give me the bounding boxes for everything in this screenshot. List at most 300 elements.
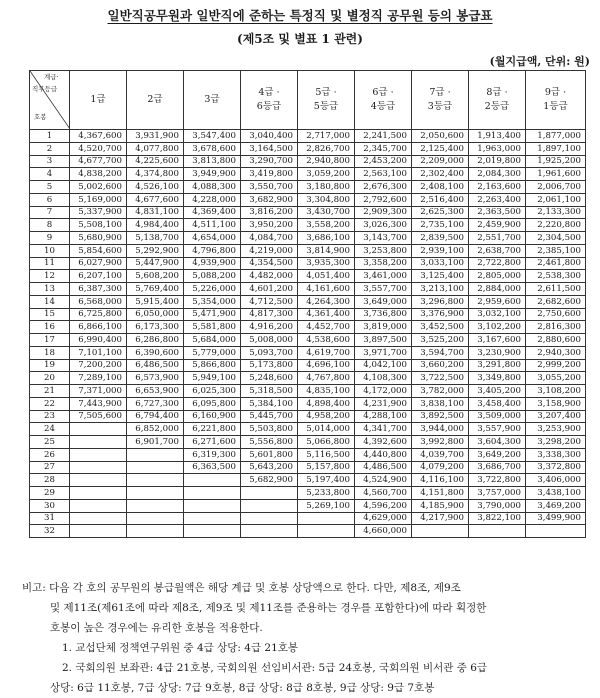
step-cell: 30 — [30, 499, 70, 512]
salary-cell: 3,213,100 — [412, 283, 469, 296]
salary-cell: 5,337,900 — [70, 206, 127, 219]
notes-item-2: 2. 국회의원 보좌관: 4급 21호봉, 국회의원 선임비서관: 5급 24호봉, 국회의원 비서관 중 6급 — [62, 662, 488, 674]
salary-cell: 3,686,100 — [298, 232, 355, 245]
page-subtitle: (제5조 및 별표 1 관련) — [237, 32, 363, 46]
step-cell: 4 — [30, 168, 70, 181]
salary-cell — [127, 499, 184, 512]
salary-cell: 3,458,400 — [469, 397, 526, 410]
grade-header-line: 2급 — [147, 94, 163, 105]
salary-cell: 4,084,700 — [241, 232, 298, 245]
salary-cell: 3,557,900 — [469, 423, 526, 436]
salary-cell: 6,173,300 — [127, 321, 184, 334]
salary-cell: 3,838,100 — [412, 397, 469, 410]
corner-label-level: 직무등급 — [32, 85, 58, 93]
table-row — [30, 423, 586, 436]
salary-cell: 3,406,000 — [526, 474, 586, 487]
grade-header — [70, 71, 127, 130]
salary-cell: 5,779,000 — [184, 346, 241, 359]
salary-cell: 5,447,900 — [127, 257, 184, 270]
salary-cell: 3,992,800 — [412, 436, 469, 449]
salary-cell: 3,944,000 — [412, 423, 469, 436]
step-cell: 11 — [30, 257, 70, 270]
step-cell: 8 — [30, 219, 70, 232]
table-row — [30, 385, 586, 398]
salary-cell: 7,505,600 — [70, 410, 127, 423]
table-row — [30, 372, 586, 385]
salary-cell: 3,158,900 — [526, 397, 586, 410]
salary-cell — [241, 512, 298, 525]
salary-cell: 4,898,400 — [298, 397, 355, 410]
table-row — [30, 474, 586, 487]
salary-cell: 7,289,100 — [70, 372, 127, 385]
salary-cell — [241, 499, 298, 512]
salary-cell: 3,033,100 — [412, 257, 469, 270]
salary-cell: 3,949,900 — [184, 168, 241, 181]
salary-cell — [127, 487, 184, 500]
salary-cell: 5,949,100 — [184, 372, 241, 385]
salary-cell: 2,019,800 — [469, 155, 526, 168]
salary-cell: 5,643,200 — [241, 461, 298, 474]
salary-cell — [184, 512, 241, 525]
salary-cell: 3,950,200 — [241, 219, 298, 232]
salary-cell: 2,551,700 — [469, 232, 526, 245]
salary-cell: 3,338,300 — [526, 448, 586, 461]
salary-cell: 5,854,600 — [70, 244, 127, 257]
salary-cell: 2,453,200 — [355, 155, 412, 168]
salary-cell: 4,835,100 — [298, 385, 355, 398]
salary-cell: 6,390,600 — [127, 346, 184, 359]
salary-cell: 3,291,800 — [469, 359, 526, 372]
salary-cell: 3,816,200 — [241, 206, 298, 219]
grade-header-line: 4급 · — [258, 87, 280, 98]
salary-cell: 5,915,400 — [127, 295, 184, 308]
salary-cell: 2,735,100 — [412, 219, 469, 232]
grade-header-line: 8급 · — [486, 87, 508, 98]
salary-cell — [184, 525, 241, 538]
grade-header-line: 6등급 — [256, 101, 282, 112]
salary-cell — [184, 499, 241, 512]
salary-cell: 3,430,700 — [298, 206, 355, 219]
salary-cell: 5,866,800 — [184, 359, 241, 372]
salary-cell: 5,292,900 — [127, 244, 184, 257]
salary-cell: 7,200,200 — [70, 359, 127, 372]
salary-cell: 5,680,900 — [70, 232, 127, 245]
salary-cell: 4,520,700 — [70, 142, 127, 155]
salary-cell: 3,547,400 — [184, 130, 241, 143]
salary-cell: 2,263,400 — [469, 193, 526, 206]
grade-header-line: 6급 · — [372, 87, 394, 98]
salary-cell: 4,151,800 — [412, 487, 469, 500]
step-cell: 5 — [30, 181, 70, 194]
salary-cell — [70, 448, 127, 461]
step-cell: 16 — [30, 321, 70, 334]
salary-cell: 2,538,300 — [526, 270, 586, 283]
salary-cell: 6,653,900 — [127, 385, 184, 398]
salary-cell: 3,349,800 — [469, 372, 526, 385]
salary-cell: 3,164,500 — [241, 142, 298, 155]
table-row — [30, 448, 586, 461]
salary-cell: 6,794,400 — [127, 410, 184, 423]
salary-cell: 2,816,300 — [526, 321, 586, 334]
salary-cell: 4,051,400 — [298, 270, 355, 283]
salary-cell: 5,608,200 — [127, 270, 184, 283]
salary-cell: 5,197,400 — [298, 474, 355, 487]
salary-cell: 4,916,200 — [241, 321, 298, 334]
notes-section — [22, 578, 588, 698]
salary-cell — [241, 487, 298, 500]
salary-cell: 3,230,900 — [469, 346, 526, 359]
salary-cell: 1,961,600 — [526, 168, 586, 181]
salary-cell: 6,486,500 — [127, 359, 184, 372]
step-cell: 7 — [30, 206, 70, 219]
salary-cell: 4,185,900 — [412, 499, 469, 512]
salary-cell: 5,226,000 — [184, 283, 241, 296]
table-row — [30, 512, 586, 525]
corner-header — [30, 71, 70, 130]
salary-cell: 2,638,700 — [469, 244, 526, 257]
grade-header-line: 3급 — [204, 94, 220, 105]
salary-cell: 4,374,800 — [127, 168, 184, 181]
salary-cell: 4,392,600 — [355, 436, 412, 449]
table-row — [30, 168, 586, 181]
table-row — [30, 257, 586, 270]
salary-cell: 3,550,700 — [241, 181, 298, 194]
salary-cell: 2,220,800 — [526, 219, 586, 232]
salary-cell: 2,611,500 — [526, 283, 586, 296]
salary-cell: 3,604,300 — [469, 436, 526, 449]
grade-header — [355, 71, 412, 130]
table-row — [30, 244, 586, 257]
salary-cell: 4,077,800 — [127, 142, 184, 155]
salary-cell: 2,750,600 — [526, 308, 586, 321]
salary-cell: 5,173,800 — [241, 359, 298, 372]
salary-cell: 5,002,600 — [70, 181, 127, 194]
salary-cell: 3,102,200 — [469, 321, 526, 334]
salary-cell: 6,725,800 — [70, 308, 127, 321]
salary-cell: 2,939,100 — [412, 244, 469, 257]
salary-cell: 5,066,800 — [298, 436, 355, 449]
salary-cell: 4,228,000 — [184, 193, 241, 206]
salary-cell — [70, 423, 127, 436]
salary-cell: 2,163,600 — [469, 181, 526, 194]
salary-cell: 4,712,500 — [241, 295, 298, 308]
salary-cell: 4,596,200 — [355, 499, 412, 512]
salary-cell: 4,217,900 — [412, 512, 469, 525]
salary-cell: 5,014,000 — [298, 423, 355, 436]
salary-cell: 2,940,300 — [526, 346, 586, 359]
salary-cell: 4,538,600 — [298, 334, 355, 347]
salary-cell: 4,486,500 — [355, 461, 412, 474]
salary-cell: 1,877,000 — [526, 130, 586, 143]
table-row — [30, 487, 586, 500]
salary-cell: 4,677,700 — [70, 155, 127, 168]
salary-cell: 3,253,800 — [355, 244, 412, 257]
salary-cell — [70, 499, 127, 512]
salary-cell: 6,271,600 — [184, 436, 241, 449]
salary-cell — [184, 487, 241, 500]
salary-cell: 4,361,400 — [298, 308, 355, 321]
salary-cell: 2,563,100 — [355, 168, 412, 181]
salary-cell: 5,556,800 — [241, 436, 298, 449]
salary-cell: 5,601,800 — [241, 448, 298, 461]
salary-cell: 3,180,800 — [298, 181, 355, 194]
salary-cell: 5,269,100 — [298, 499, 355, 512]
grade-header — [469, 71, 526, 130]
salary-cell: 3,469,200 — [526, 499, 586, 512]
salary-cell: 1,897,100 — [526, 142, 586, 155]
salary-cell: 2,408,100 — [412, 181, 469, 194]
table-row — [30, 525, 586, 538]
salary-cell: 2,050,600 — [412, 130, 469, 143]
salary-cell — [127, 512, 184, 525]
salary-cell: 4,440,800 — [355, 448, 412, 461]
salary-cell: 2,884,000 — [469, 283, 526, 296]
step-cell: 28 — [30, 474, 70, 487]
salary-cell: 5,682,900 — [241, 474, 298, 487]
salary-cell: 6,027,900 — [70, 257, 127, 270]
salary-cell: 6,852,000 — [127, 423, 184, 436]
step-cell: 29 — [30, 487, 70, 500]
notes-line-1: 비고: 다음 각 호의 공무원의 봉급월액은 해당 계급 및 호봉 상당액으로 한다. 다만, 제8조, 제9조 — [22, 582, 461, 594]
step-cell: 14 — [30, 295, 70, 308]
table-row — [30, 283, 586, 296]
table-row — [30, 499, 586, 512]
salary-cell: 4,039,700 — [412, 448, 469, 461]
table-row — [30, 130, 586, 143]
notes-line-2: 및 제11조(제61조에 따라 제8조, 제9조 및 제11조를 준용하는 경우를 포함한다)에 따라 획정한 — [50, 602, 487, 614]
step-cell: 9 — [30, 232, 70, 245]
salary-cell: 3,376,900 — [412, 308, 469, 321]
salary-cell: 3,682,900 — [241, 193, 298, 206]
table-row — [30, 142, 586, 155]
salary-cell: 6,866,100 — [70, 321, 127, 334]
salary-cell: 3,167,600 — [469, 334, 526, 347]
table-row — [30, 295, 586, 308]
salary-cell: 2,625,300 — [412, 206, 469, 219]
salary-cell: 3,660,200 — [412, 359, 469, 372]
unit-label: (월지급액, 단위: 원) — [489, 55, 590, 68]
salary-cell: 4,838,200 — [70, 168, 127, 181]
table-row — [30, 397, 586, 410]
salary-cell: 4,654,000 — [184, 232, 241, 245]
salary-cell: 3,499,900 — [526, 512, 586, 525]
salary-cell: 4,161,600 — [298, 283, 355, 296]
salary-cell — [70, 487, 127, 500]
salary-cell: 5,169,000 — [70, 193, 127, 206]
salary-cell: 3,686,700 — [469, 461, 526, 474]
salary-cell: 3,509,000 — [469, 410, 526, 423]
step-cell: 10 — [30, 244, 70, 257]
corner-label-grade: 계급· — [44, 73, 59, 81]
salary-cell: 4,225,600 — [127, 155, 184, 168]
salary-cell: 5,248,600 — [241, 372, 298, 385]
step-cell: 6 — [30, 193, 70, 206]
grade-header — [184, 71, 241, 130]
salary-cell: 3,897,500 — [355, 334, 412, 347]
salary-cell: 2,676,300 — [355, 181, 412, 194]
salary-cell: 2,839,500 — [412, 232, 469, 245]
salary-cell: 4,116,100 — [412, 474, 469, 487]
salary-cell: 7,101,100 — [70, 346, 127, 359]
salary-cell: 4,629,000 — [355, 512, 412, 525]
salary-cell: 2,209,000 — [412, 155, 469, 168]
salary-cell: 3,819,000 — [355, 321, 412, 334]
salary-cell: 3,525,200 — [412, 334, 469, 347]
table-row — [30, 461, 586, 474]
salary-cell — [70, 525, 127, 538]
salary-cell: 1,925,200 — [526, 155, 586, 168]
table-row — [30, 219, 586, 232]
salary-cell: 4,560,700 — [355, 487, 412, 500]
salary-cell: 2,304,500 — [526, 232, 586, 245]
salary-cell: 5,445,700 — [241, 410, 298, 423]
salary-cell: 3,125,400 — [412, 270, 469, 283]
salary-cell: 5,138,700 — [127, 232, 184, 245]
salary-cell: 2,516,400 — [412, 193, 469, 206]
salary-cell — [70, 436, 127, 449]
table-row — [30, 346, 586, 359]
step-cell: 15 — [30, 308, 70, 321]
table-row — [30, 334, 586, 347]
salary-cell: 2,302,400 — [412, 168, 469, 181]
step-cell: 27 — [30, 461, 70, 474]
salary-cell: 1,913,400 — [469, 130, 526, 143]
salary-cell: 4,042,100 — [355, 359, 412, 372]
salary-cell: 3,452,500 — [412, 321, 469, 334]
salary-cell: 6,573,900 — [127, 372, 184, 385]
salary-cell: 5,354,000 — [184, 295, 241, 308]
salary-cell — [412, 525, 469, 538]
salary-cell: 5,471,900 — [184, 308, 241, 321]
step-cell: 2 — [30, 142, 70, 155]
salary-cell: 3,207,400 — [526, 410, 586, 423]
table-row — [30, 321, 586, 334]
salary-cell: 6,727,300 — [127, 397, 184, 410]
table-row — [30, 155, 586, 168]
salary-cell — [184, 474, 241, 487]
salary-cell: 2,959,600 — [469, 295, 526, 308]
salary-cell: 4,231,900 — [355, 397, 412, 410]
salary-cell: 6,901,700 — [127, 436, 184, 449]
salary-cell: 3,298,200 — [526, 436, 586, 449]
salary-cell: 4,172,000 — [355, 385, 412, 398]
salary-cell: 3,649,000 — [355, 295, 412, 308]
salary-cell: 4,526,100 — [127, 181, 184, 194]
salary-cell: 3,253,900 — [526, 423, 586, 436]
salary-cell: 3,790,000 — [469, 499, 526, 512]
salary-cell — [241, 525, 298, 538]
table-row — [30, 270, 586, 283]
salary-cell — [127, 525, 184, 538]
salary-cell: 1,963,000 — [469, 142, 526, 155]
salary-cell: 2,717,000 — [298, 130, 355, 143]
salary-cell: 2,363,500 — [469, 206, 526, 219]
salary-cell: 3,290,700 — [241, 155, 298, 168]
notes-item-1: 1. 교섭단체 정책연구위원 중 4급 상당: 4급 21호봉 — [62, 642, 299, 654]
salary-cell: 5,684,000 — [184, 334, 241, 347]
grade-header-line: 9급 · — [544, 87, 567, 98]
salary-cell: 3,358,200 — [355, 257, 412, 270]
salary-cell: 5,318,500 — [241, 385, 298, 398]
salary-cell: 3,372,800 — [526, 461, 586, 474]
salary-cell: 4,264,300 — [298, 295, 355, 308]
salary-cell: 5,008,000 — [241, 334, 298, 347]
salary-cell: 4,482,000 — [241, 270, 298, 283]
salary-cell: 3,814,900 — [298, 244, 355, 257]
salary-cell: 6,319,300 — [184, 448, 241, 461]
salary-cell: 6,025,300 — [184, 385, 241, 398]
salary-cell — [127, 474, 184, 487]
grade-header-line: 2등급 — [484, 101, 510, 112]
salary-cell: 4,288,100 — [355, 410, 412, 423]
salary-cell: 4,108,300 — [355, 372, 412, 385]
salary-cell: 3,304,800 — [298, 193, 355, 206]
salary-cell — [70, 461, 127, 474]
salary-cell: 3,032,100 — [469, 308, 526, 321]
salary-cell: 5,769,400 — [127, 283, 184, 296]
salary-cell — [127, 448, 184, 461]
salary-cell: 3,296,800 — [412, 295, 469, 308]
salary-cell: 4,079,200 — [412, 461, 469, 474]
salary-cell — [298, 525, 355, 538]
grade-header — [298, 71, 355, 130]
salary-cell: 2,133,300 — [526, 206, 586, 219]
step-cell: 1 — [30, 130, 70, 143]
salary-cell: 4,511,100 — [184, 219, 241, 232]
salary-cell: 4,984,400 — [127, 219, 184, 232]
salary-cell: 4,817,300 — [241, 308, 298, 321]
step-cell: 19 — [30, 359, 70, 372]
grade-header-line: 7급 · — [429, 87, 451, 98]
salary-cell — [469, 525, 526, 538]
table-row — [30, 193, 586, 206]
salary-cell: 3,822,100 — [469, 512, 526, 525]
grade-header-line: 3등급 — [427, 101, 453, 112]
grade-header-line: 5등급 — [313, 101, 339, 112]
salary-cell: 3,757,000 — [469, 487, 526, 500]
salary-cell — [70, 474, 127, 487]
salary-cell: 3,055,200 — [526, 372, 586, 385]
salary-cell: 4,524,900 — [355, 474, 412, 487]
salary-cell — [127, 461, 184, 474]
step-cell: 25 — [30, 436, 70, 449]
salary-cell: 3,108,200 — [526, 385, 586, 398]
step-cell: 20 — [30, 372, 70, 385]
step-cell: 32 — [30, 525, 70, 538]
salary-cell: 3,558,200 — [298, 219, 355, 232]
salary-cell: 6,363,500 — [184, 461, 241, 474]
salary-table — [29, 70, 586, 538]
salary-cell: 4,341,700 — [355, 423, 412, 436]
salary-cell: 7,371,000 — [70, 385, 127, 398]
salary-cell: 4,354,500 — [241, 257, 298, 270]
salary-cell — [70, 512, 127, 525]
salary-cell: 3,143,700 — [355, 232, 412, 245]
step-cell: 26 — [30, 448, 70, 461]
salary-cell: 4,601,200 — [241, 283, 298, 296]
salary-cell: 3,059,200 — [298, 168, 355, 181]
grade-header-line: 1급 — [90, 94, 106, 105]
step-cell: 12 — [30, 270, 70, 283]
salary-cell: 6,387,300 — [70, 283, 127, 296]
salary-cell: 2,461,800 — [526, 257, 586, 270]
grade-header-line: 1등급 — [543, 101, 568, 112]
salary-cell: 4,677,600 — [127, 193, 184, 206]
salary-cell — [298, 512, 355, 525]
table-row — [30, 232, 586, 245]
table-body — [30, 130, 586, 538]
salary-cell: 4,796,800 — [184, 244, 241, 257]
